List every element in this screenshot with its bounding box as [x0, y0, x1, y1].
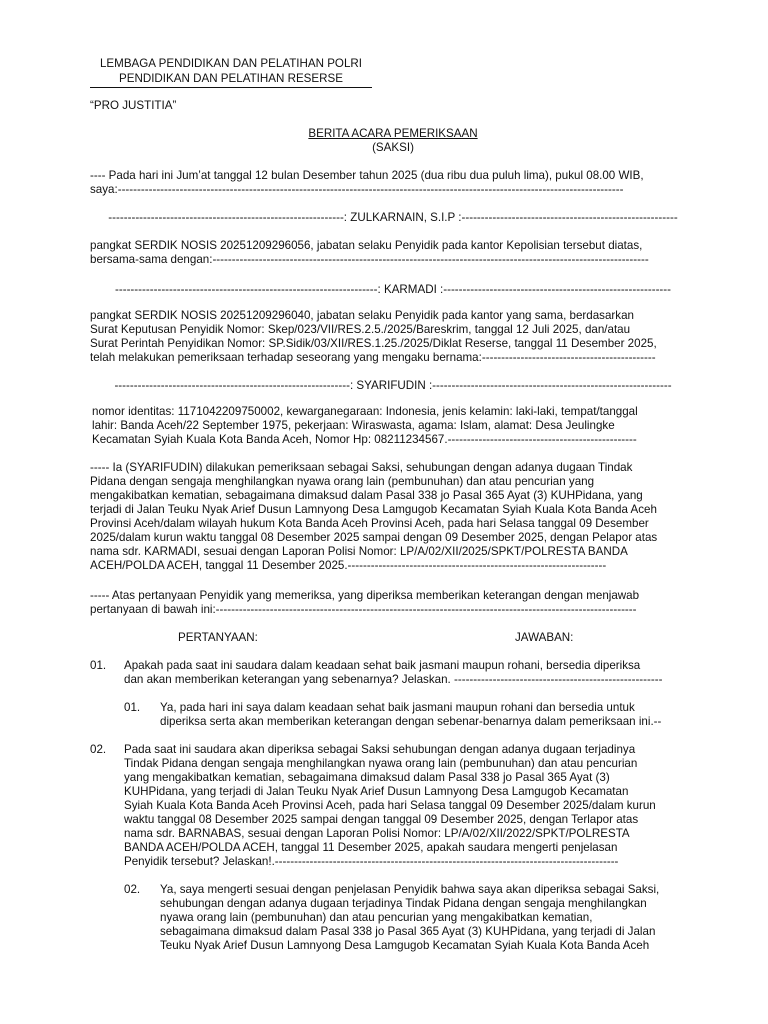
question-2-line-2: Tindak Pidana dengan sengaja menghilangkan nyawa orang lain (pembunuhan) dan atau pencurian [124, 757, 638, 770]
witness-line-3: Kecamatan Syiah Kuala Kota Banda Aceh, Nomor Hp: 08211234567.------------------------------------------------- [92, 433, 637, 446]
question-2-line-3: yang mengakibatkan kematian, sebagaimana dimaksud dalam Pasal 338 jo Pasal 365 Ayat (3) [124, 771, 610, 784]
investigator-2-name: --------------------------------------------------------------------: KARMADI :----------------------------------------------------------- [114, 283, 672, 296]
title-sub: (SAKSI) [372, 141, 414, 154]
witness-name: -------------------------------------------------------------: SYARIFUDIN :-------------------------------------------------------------- [114, 379, 672, 392]
question-1-number: 01. [90, 659, 107, 672]
question-2-line-5: Syiah Kuala Kota Banda Aceh Provinsi Aceh, pada hari Selasa tanggal 09 Desember 2025/dalam kurun [124, 799, 656, 812]
case-line-1: ----- Ia (SYARIFUDIN) dilakukan pemeriksaan sebagai Saksi, sehubungan dengan adanya dugaan Tindak [90, 461, 633, 474]
investigator-1-name: -------------------------------------------------------------: ZULKARNAIN, S.I.P :-------------------------------------------------------- [108, 211, 678, 224]
answer-2-line-1: Ya, saya mengerti sesuai dengan penjelasan Penyidik bahwa saya akan diperiksa sebagai Saksi, [160, 883, 660, 896]
investigator-2-line-3: Surat Perintah Penyidikan Nomor: SP.Sidik/03/XII/RES.1.25./2025/Diklat Reserse, tanggal 11 Desember 2025, [90, 337, 657, 350]
case-line-7: nama sdr. KARMADI, sesuai dengan Laporan Polisi Nomor: LP/A/02/XII/2025/SPKT/POLRESTA BANDA [90, 545, 628, 558]
opening-line-1: ---- Pada hari ini Jum’at tanggal 12 bulan Desember tahun 2025 (dua ribu dua puluh lima), pukul 08.00 WIB, [90, 169, 644, 182]
question-2-number: 02. [90, 743, 107, 756]
answer-1-line-1: Ya, pada hari ini saya dalam keadaan sehat baik jasmani maupun rohani dan bersedia untuk [160, 701, 635, 714]
investigator-2-line-4: telah melakukan pemeriksaan terhadap seseorang yang mengaku bernama:--------------------------------------------- [90, 351, 656, 364]
document-title [90, 127, 696, 155]
investigator-1-desc-1: pangkat SERDIK NOSIS 20251209296056, jabatan selaku Penyidik pada kantor Kepolisian tersebut diatas, [90, 239, 643, 252]
answer-column-header: JAWABAN: [515, 631, 574, 644]
answer-1-line-2: diperiksa serta akan memberikan keterangan dengan sebenar-benarnya dalam pemeriksaan ini.-- [160, 715, 662, 728]
investigator-2-line-1: pangkat SERDIK NOSIS 20251209296040, jabatan selaku Penyidik pada kantor yang sama, berdasarkan [90, 309, 634, 322]
case-line-5: Provinsi Aceh/dalam wilayah hukum Kota Banda Aceh Provinsi Aceh, pada hari Selasa tanggal 09 Desember [90, 517, 649, 530]
case-line-2: Pidana dengan sengaja menghilangkan nyawa orang lain (pembunuhan) dan atau pencurian yang [90, 475, 595, 488]
question-2-line-8: BANDA ACEH/POLDA ACEH, tanggal 11 Desember 2025, apakah saudara mengerti penjelasan [124, 841, 618, 854]
investigator-1-desc-2: bersama-sama dengan:----------------------------------------------------------------------------------------------------------------- [90, 253, 649, 266]
question-1-line-2: dan akan memberikan keterangan yang sebenarnya? Jelaskan. ------------------------------------------------------ [124, 673, 663, 686]
question-column-header: PERTANYAAN: [178, 631, 258, 644]
case-line-6: 2025/dalam kurun waktu tanggal 08 Desember 2025 sampai dengan 09 Desember 2025, dengan Pelapor atas [90, 531, 658, 544]
header-underline [90, 87, 372, 88]
opening-line-2: saya:----------------------------------------------------------------------------------------------------------------------------------- [90, 183, 624, 196]
case-line-8: ACEH/POLDA ACEH, tanggal 11 Desember 2025.------------------------------------------------------------------- [90, 559, 607, 572]
case-line-3: mengakibatkan kematian, sebagaimana dimaksud dalam Pasal 338 jo Pasal 365 Ayat (3) KUHPidana, yang [90, 489, 643, 502]
investigator-2-line-2: Surat Keputusan Penyidik Nomor: Skep/023/VII/RES.2.5./2025/Bareskrim, tanggal 12 Juli 2025, dan/atau [90, 323, 631, 336]
question-2-line-7: nama sdr. BARNABAS, sesuai dengan Laporan Polisi Nomor: LP/A/02/XII/2022/SPKT/POLRESTA [124, 827, 630, 840]
question-1-line-1: Apakah pada saat ini saudara dalam keadaan sehat baik jasmani maupun rohani, bersedia diperiksa [124, 659, 641, 672]
question-intro-2: pertanyaan di bawah ini:------------------------------------------------------------------------------------------------------------- [90, 603, 637, 616]
witness-line-2: lahir: Banda Aceh/22 September 1975, pekerjaan: Wiraswasta, agama: Islam, alamat: Desa Jeulingke [92, 419, 615, 432]
answer-1-number: 01. [124, 701, 141, 714]
answer-2-number: 02. [124, 883, 141, 896]
answer-2-line-4: sebagaimana dimaksud dalam Pasal 338 jo Pasal 365 Ayat (3) KUHPidana, yang terjadi di Jalan [160, 925, 656, 938]
answer-2-line-3: nyawa orang lain (pembunuhan) dan atau pencurian yang mengakibatkan kematian, [160, 911, 593, 924]
question-2-line-1: Pada saat ini saudara akan diperiksa sebagai Saksi sehubungan dengan adanya dugaan terjadinya [124, 743, 636, 756]
institution-name: LEMBAGA PENDIDIKAN DAN PELATIHAN POLRI [99, 57, 362, 70]
institution-header [90, 56, 372, 86]
institution-division: PENDIDIKAN DAN PELATIHAN RESERSE [119, 72, 343, 85]
answer-2-line-2: sehubungan dengan adanya dugaan terjadinya Tindak Pidana dengan sengaja menghilangkan [160, 897, 647, 910]
answer-2-line-5: Teuku Nyak Arief Dusun Lamnyong Desa Lamgugob Kecamatan Syiah Kuala Kota Banda Aceh [160, 939, 650, 952]
question-2-line-9: Penyidik tersebut? Jelaskan!.----------------------------------------------------------------------------------------- [124, 855, 619, 868]
question-intro-1: ----- Atas pertanyaan Penyidik yang memeriksa, yang diperiksa memberikan keterangan dengan menjawab [90, 589, 640, 602]
case-line-4: terjadi di Jalan Teuku Nyak Arief Dusun Lamnyong Desa Lamgugob Kecamatan Syiah Kuala Kota Banda Aceh [90, 503, 657, 516]
pro-justitia: “PRO JUSTITIA” [90, 99, 177, 112]
title-main: BERITA ACARA PEMERIKSAAN [308, 127, 478, 140]
witness-line-1: nomor identitas: 1171042209750002, kewarganegaraan: Indonesia, jenis kelamin: laki-laki, tempat/tanggal [92, 405, 638, 418]
question-2-line-6: waktu tanggal 08 Desember 2025 sampai dengan tanggal 09 Desember 2025, dengan Terlapor atas [124, 813, 639, 826]
question-2-line-4: KUHPidana, yang terjadi di Jalan Teuku Nyak Arief Dusun Lamnyong Desa Lamgugob Kecamatan [124, 785, 629, 798]
